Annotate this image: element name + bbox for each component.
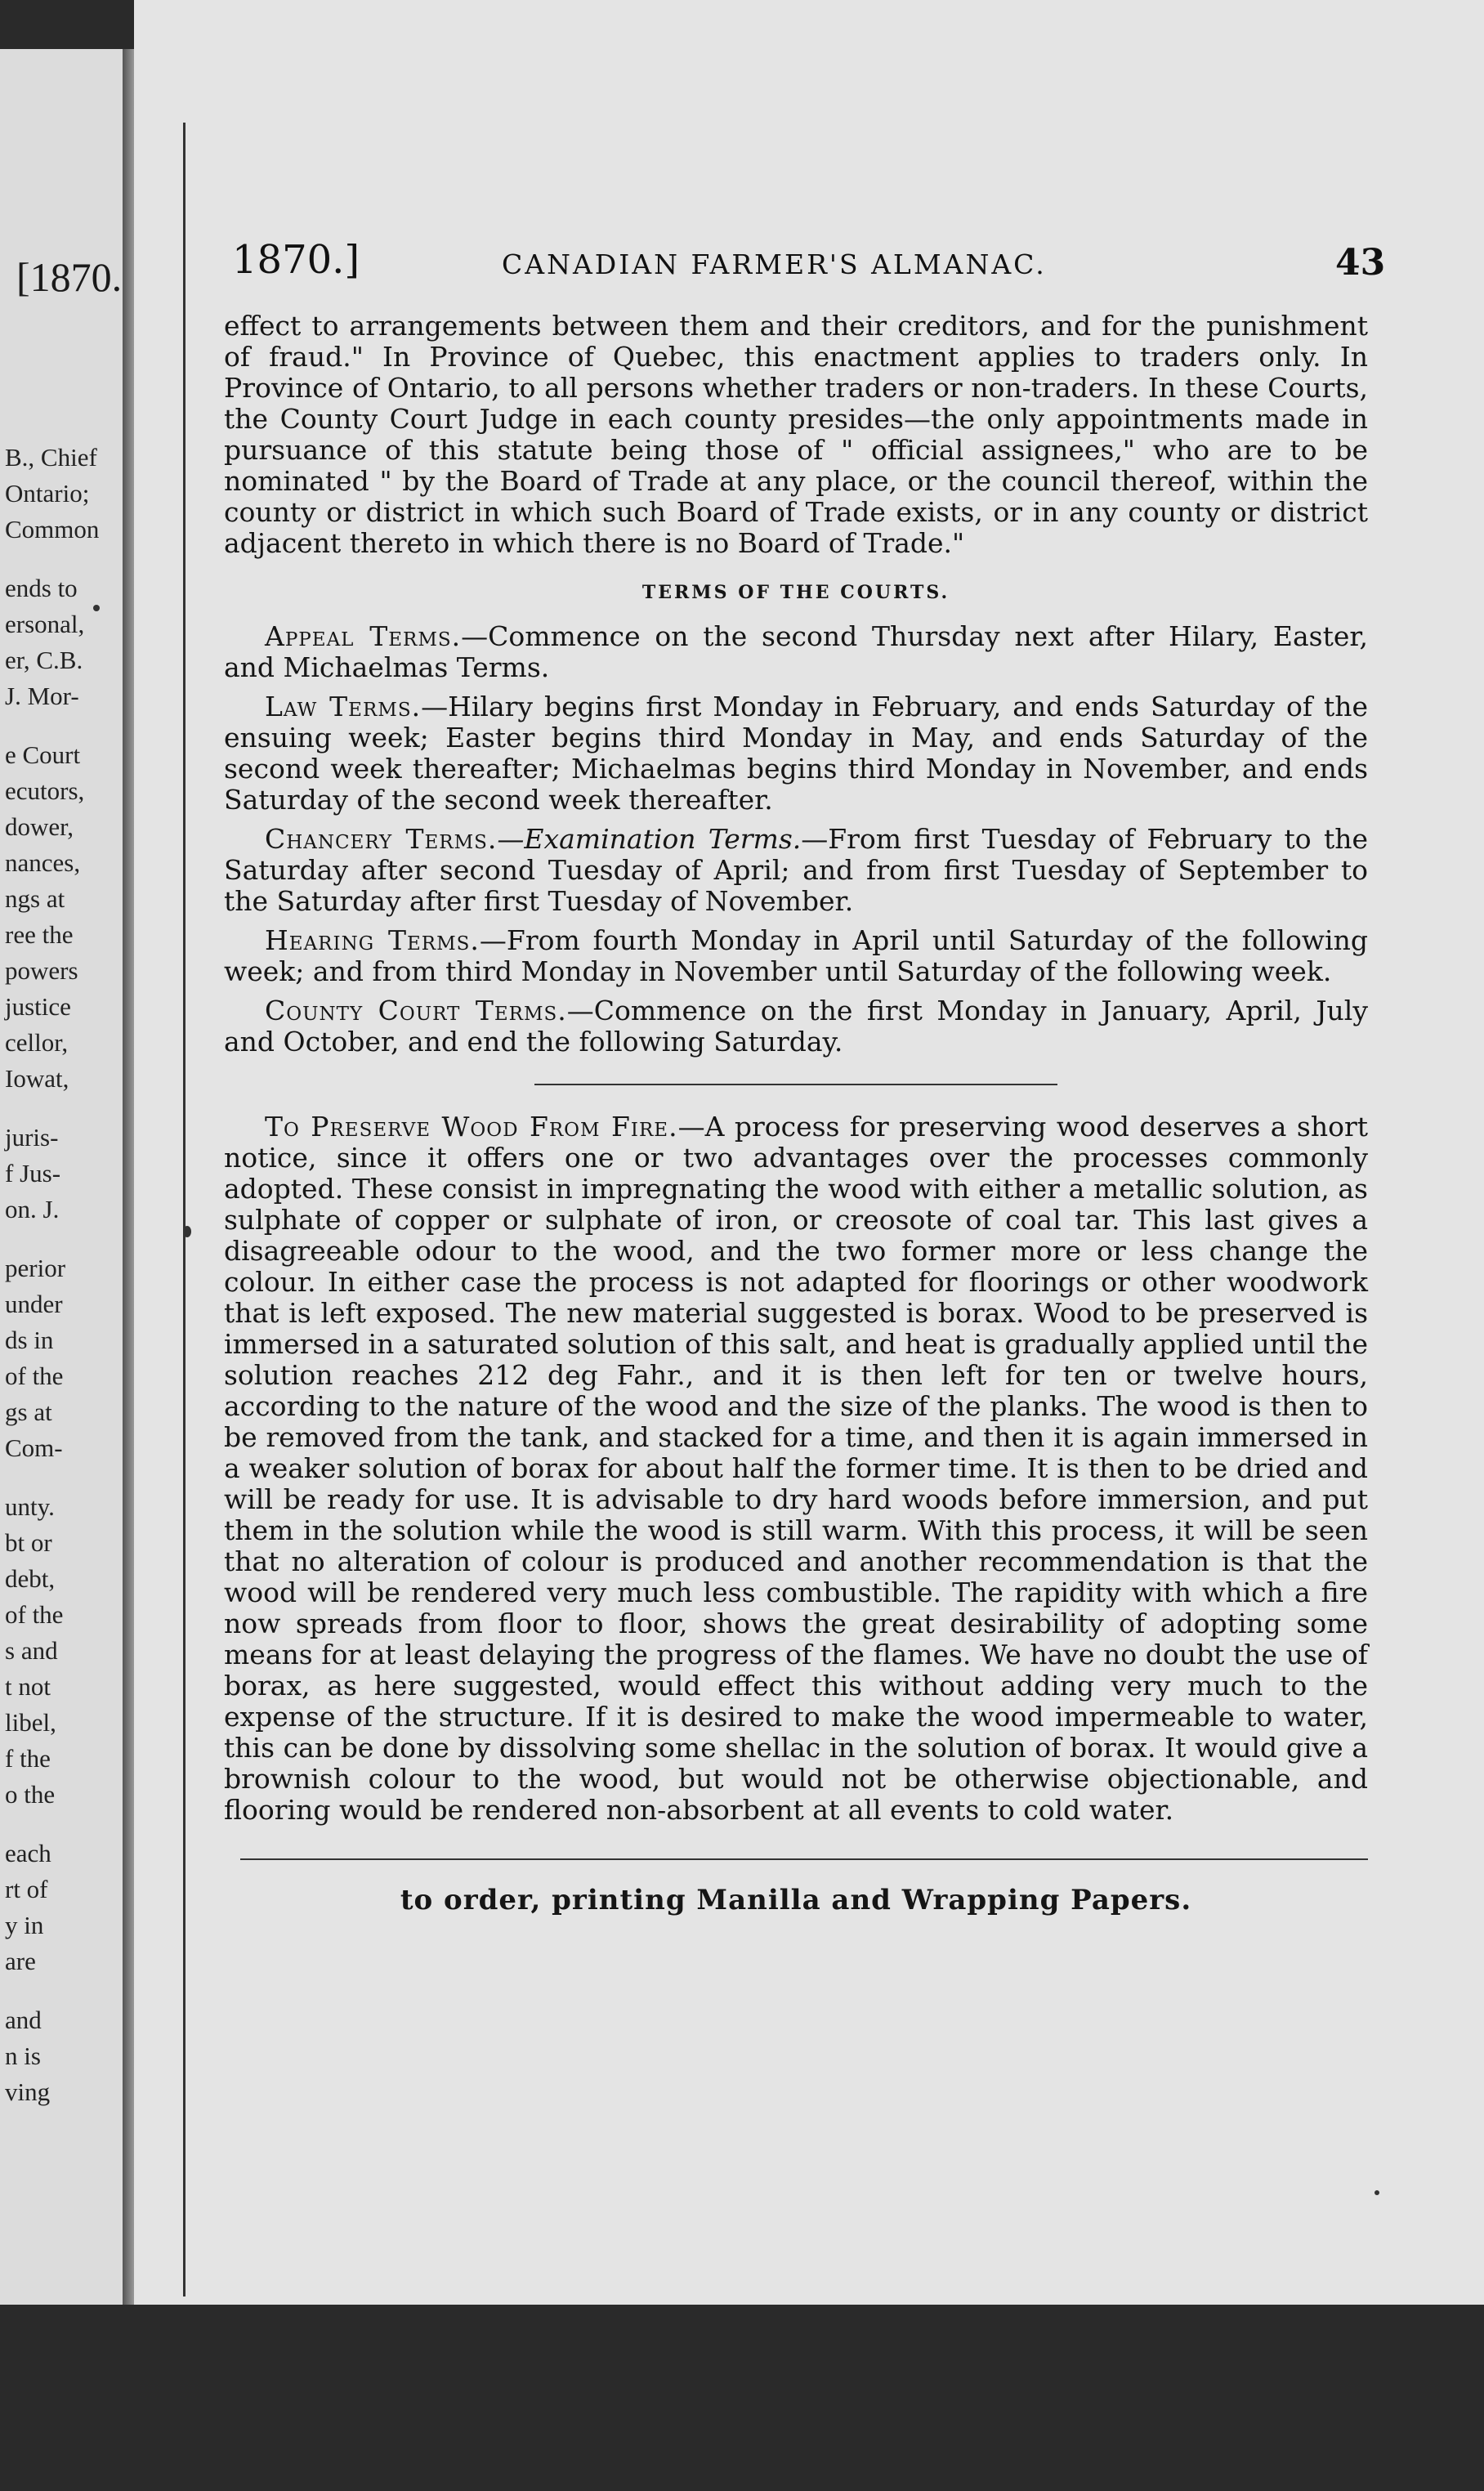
- term-law: [224, 691, 1368, 816]
- term-county-court: [224, 995, 1368, 1058]
- left-page-fragment: ecutors,: [5, 776, 85, 805]
- term-hearing: [224, 925, 1368, 987]
- term-text: —Commence on the second Thursday next after Hilary, Easter, and Michaelmas Terms.: [224, 620, 1368, 683]
- term-chancery: [224, 824, 1368, 917]
- left-page-fragment: dower,: [5, 812, 74, 841]
- left-page-fragment: are: [5, 1947, 36, 1975]
- left-page-fragment: Com-: [5, 1433, 63, 1462]
- left-page-fragment: s and: [5, 1636, 58, 1665]
- term-lead: Law Terms.: [265, 691, 422, 722]
- wood-article: [224, 1111, 1368, 1826]
- article-text: —A process for preserving wood deserves a short notice, since it offers one or two advantages over the processes commonly adopted. These consist in impregnating the wood with either a metallic solution, as sulphate of copper or sulphate of iron, or creosote of coal tar. This last gives a disagreeable odour to the wood, and the two former more or less change the colour. In either case the process is not adapted for floorings or other woodwork that is left exposed. The new material suggested is borax. Wood to be preserved is immersed in a saturated solution of this salt, and heat is gradually applied until the solution reaches 212 deg Fahr., and it is then left for ten or twelve hours, according to the nature of the wood and the size of the planks. The wood is then to be removed from the tank, and stacked for a time, and then it is again immersed in a weaker solution of borax for about half the former time. It is then to be dried and will be ready for use. It is advisable to dry hard woods before immersion, and put them in the solution while the wood is still warm. With this process, it will be seen that no alteration of colour is produced and another recommendation is that the wood will be rendered very much less combustible. The rapidity with which a fire now spreads from floor to floor, shows the great desirability of adopting some means for at least delaying the progress of the flames. We have no doubt the use of borax, as here suggested, would effect this without adding very much to the expense of the structure. If it is desired to make the wood impermeable to water, this can be done by dissolving some shellac in the solution of borax. It would give a brownish colour to the wood, but would not be otherwise objectionable, and flooring would be rendered non-absorbent at all events to cold water.: [224, 1111, 1368, 1826]
- term-text: —Hilary begins first Monday in February, and ends Saturday of the ensuing week; Easter begins third Monday in May, and ends Saturday of the second week thereafter; Michaelmas begins third Monday in November, and ends Saturday of the second week thereafter.: [224, 691, 1368, 816]
- left-page-fragment: Common: [5, 515, 100, 543]
- left-page-year: [1870.: [16, 254, 123, 300]
- term-text: —Commence on the first Monday in January, April, July and October, and end the following Saturday.: [224, 995, 1369, 1058]
- left-page-fragment: ersonal,: [5, 610, 85, 638]
- term-appeal: [224, 621, 1368, 683]
- term-lead: County Court Terms.: [265, 995, 567, 1026]
- left-page-fragment: ds in: [5, 1326, 54, 1354]
- left-page-fragment: ends to: [5, 574, 78, 602]
- running-head: [232, 237, 1386, 294]
- left-page-fragment: B., Chief: [5, 443, 97, 472]
- header-title: CANADIAN FARMER'S ALMANAC.: [502, 248, 1047, 280]
- print-speck: [183, 1226, 191, 1237]
- term-lead: Hearing Terms.: [265, 924, 480, 956]
- left-page-fragment: J. Mor-: [5, 682, 79, 710]
- left-page-fragment: on. J.: [5, 1195, 60, 1223]
- left-page-fragment: o the: [5, 1780, 56, 1809]
- print-speck: [93, 605, 100, 611]
- left-facing-page: [0, 49, 123, 2305]
- left-page-fragment: powers: [5, 956, 78, 985]
- left-page-fragment: er, C.B.: [5, 646, 83, 674]
- left-page-fragment: t not: [5, 1672, 51, 1701]
- left-page-fragment: f the: [5, 1744, 51, 1773]
- almanac-page: [134, 0, 1484, 2305]
- header-year: 1870.]: [232, 237, 360, 283]
- left-page-fragment: unty.: [5, 1492, 55, 1521]
- left-page-fragment: ngs at: [5, 884, 65, 913]
- left-page-fragment: gs at: [5, 1398, 52, 1426]
- left-page-fragment: Iowat,: [5, 1064, 69, 1093]
- book-gutter: [123, 49, 134, 2305]
- term-text: —From fourth Monday in April until Saturday of the following week; and from third Monday in November until Saturday of the following week.: [224, 924, 1368, 987]
- footer-rule: [240, 1858, 1368, 1860]
- term-lead-italic: —Examination Terms.: [497, 823, 802, 855]
- left-page-fragment: bt or: [5, 1528, 52, 1557]
- section-divider: [534, 1084, 1057, 1085]
- left-page-fragment: y in: [5, 1911, 44, 1939]
- left-page-fragment: perior: [5, 1254, 66, 1282]
- left-page-fragment: justice: [5, 992, 71, 1021]
- left-page-fragment: Ontario;: [5, 479, 90, 508]
- left-page-fragment: ree the: [5, 920, 74, 949]
- left-page-fragment: each: [5, 1839, 51, 1867]
- left-page-fragment: n is: [5, 2042, 41, 2070]
- left-page-fragment: and: [5, 2006, 42, 2034]
- left-page-fragment: of the: [5, 1600, 64, 1629]
- intro-paragraph: effect to arrangements between them and their creditors, and for the punishment of fraud." In Province of Quebec, this enactment applies to traders only. In Province of Ontario, to all persons whether traders or non-traders. In these Courts, the County Court Judge in each county presides—the only appointments made in pursuance of this statute being those of " official assignees," who are to be nominated " by the Board of Trade at any place, or the council thereof, within the county or district in which such Board of Trade exists, or in any county or district adjacent thereto in which there is no Board of Trade.": [224, 310, 1368, 559]
- term-lead: Chancery Terms.: [265, 823, 498, 855]
- left-page-fragment: nances,: [5, 848, 81, 877]
- page-number: 43: [1335, 242, 1386, 284]
- left-page-fragment: f Jus-: [5, 1159, 61, 1187]
- left-page-fragment: rt of: [5, 1875, 48, 1903]
- term-text: —From first Tuesday of February to the Saturday after second Tuesday of April; and from first Tuesday of September to the Saturday after first Tuesday of November.: [224, 823, 1368, 917]
- terms-heading: TERMS OF THE COURTS.: [641, 582, 950, 603]
- left-page-fragment: of the: [5, 1362, 64, 1390]
- footer-advertisement: to order, printing Manilla and Wrapping Papers.: [400, 1884, 1192, 1916]
- left-page-fragment: e Court: [5, 740, 81, 769]
- term-lead: Appeal Terms.: [265, 620, 462, 652]
- left-page-fragment: ving: [5, 2077, 51, 2106]
- left-page-fragment: libel,: [5, 1708, 56, 1737]
- page-content: [224, 311, 1368, 1924]
- left-page-fragment: cellor,: [5, 1028, 69, 1057]
- left-page-fragment: debt,: [5, 1564, 56, 1593]
- left-page-fragment: under: [5, 1290, 63, 1318]
- left-page-fragment: juris-: [5, 1123, 59, 1152]
- print-speck: [1374, 2190, 1379, 2195]
- article-lead: To Preserve Wood From Fire.: [265, 1111, 678, 1143]
